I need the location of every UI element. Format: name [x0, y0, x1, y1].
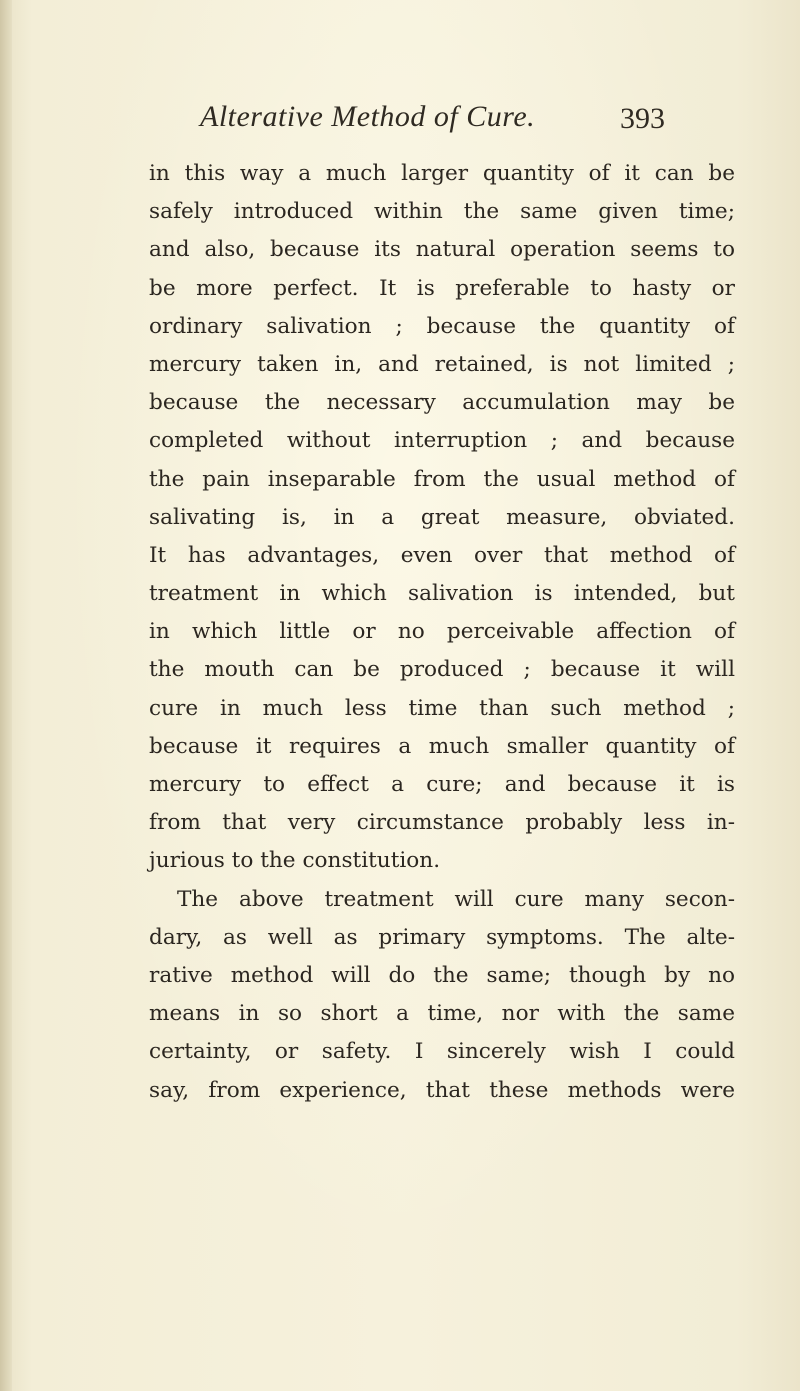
text-line: salivating is, in a great measure, obviated. — [149, 504, 735, 530]
text-line: rative method will do the same; though by no — [149, 962, 735, 988]
text-line: means in so short a time, nor with the same — [149, 1001, 735, 1027]
text-line: because the necessary accumulation may be — [149, 390, 735, 416]
text-line: mercury to effect a cure; and because it is — [149, 772, 735, 797]
text-line: ordinary salivation ; because the quantity of — [149, 313, 735, 339]
text-line: certainty, or safety. I sincerely wish I could — [149, 1039, 735, 1065]
paragraph-end-line: jurious to the constitution. — [149, 848, 441, 874]
text-line: the pain inseparable from the usual method of — [149, 466, 735, 492]
text-line: treatment in which salivation is intended, but — [149, 581, 735, 607]
running-head — [0, 100, 800, 140]
text-line: in this way a much larger quantity of it can be — [149, 161, 735, 186]
text-line: dary, as well as primary symptoms. The alte- — [149, 924, 735, 950]
text-line: mercury taken in, and retained, is not limited ; — [149, 351, 735, 377]
text-line: the mouth can be produced ; because it will — [149, 657, 735, 683]
text-line: say, from experience, that these methods were — [149, 1077, 735, 1103]
body-text — [149, 155, 735, 1110]
text-line: It has advantages, even over that method of — [149, 542, 735, 568]
text-line: be more perfect. It is preferable to hasty or — [149, 275, 735, 301]
text-line: because it requires a much smaller quantity of — [149, 733, 735, 759]
running-title: Alterative Method of Cure. — [200, 100, 536, 133]
text-line: cure in much less time than such method ; — [149, 695, 735, 721]
text-line: and also, because its natural operation seems to — [149, 237, 735, 263]
text-line: safely introduced within the same given time; — [149, 199, 735, 225]
text-line: from that very circumstance probably less in- — [149, 810, 735, 836]
page-number: 393 — [620, 102, 665, 135]
text-line: in which little or no perceivable affection of — [149, 619, 735, 645]
text-line: completed without interruption ; and because — [149, 428, 735, 454]
paragraph-start-line: The above treatment will cure many secon- — [177, 886, 735, 912]
page-gutter-edge — [0, 0, 12, 1391]
